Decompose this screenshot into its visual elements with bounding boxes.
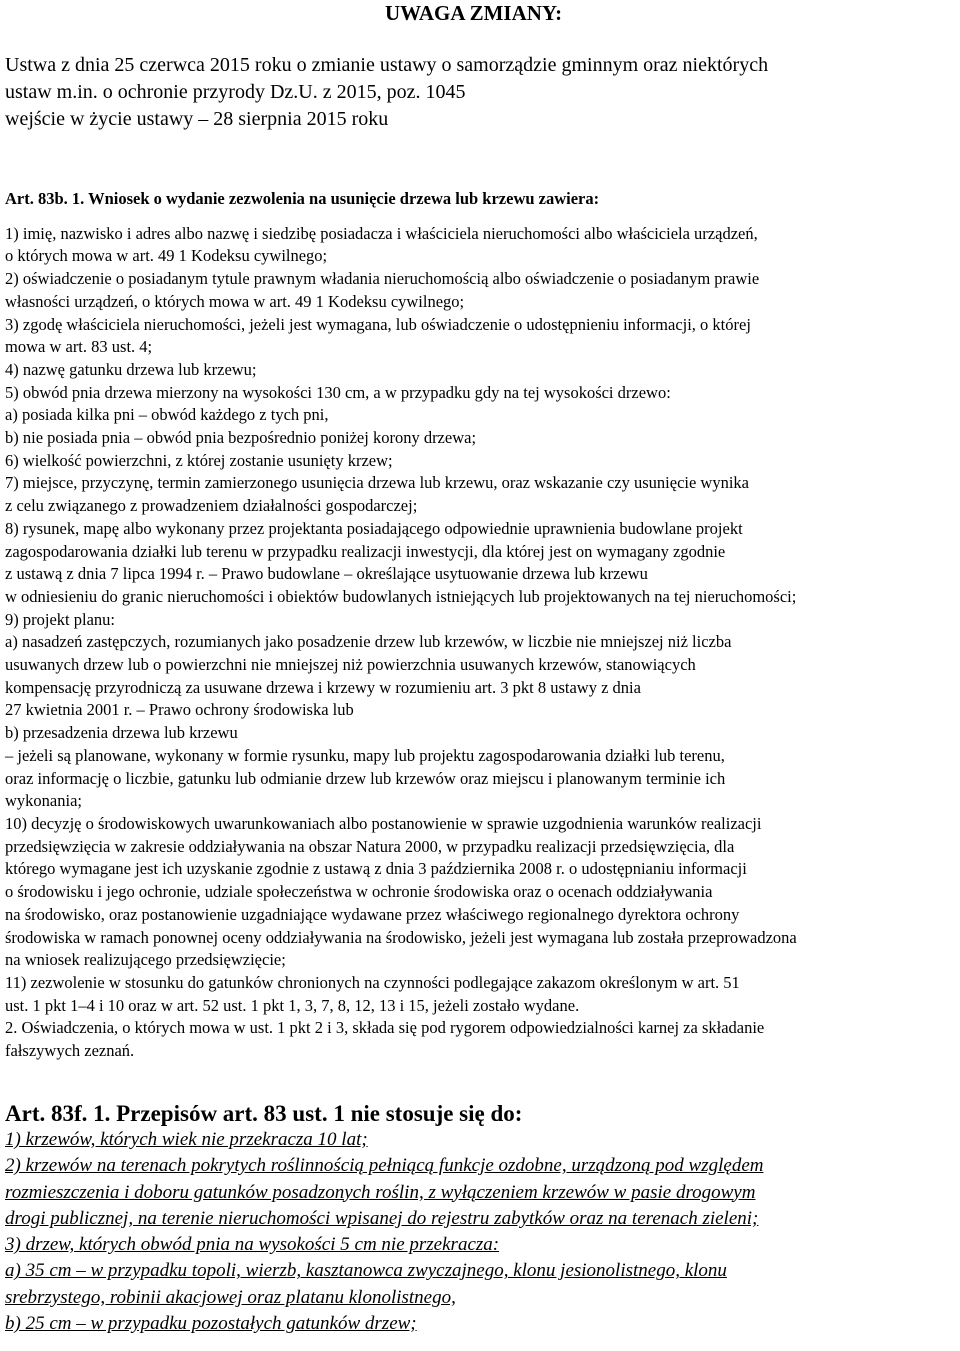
text-line: 9) projekt planu: bbox=[5, 609, 115, 629]
text-line: w odniesieniu do granic nieruchomości i obiektów budowlanych istniejących lub projektowanych na tej nieruchomości; bbox=[5, 586, 797, 606]
article-83b-heading: Art. 83b. 1. Wniosek o wydanie zezwolenia na usunięcie drzewa lub krzewu zawiera: bbox=[5, 189, 600, 208]
text-line: na środowisko, oraz postanowienie uzgadniające wydawane przez właściwego regionalnego dyrektora ochrony bbox=[5, 904, 740, 924]
text-line: przedsięwzięcia w zakresie oddziaływania na obszar Natura 2000, w przypadku realizacji przedsięwzięcia, dla bbox=[5, 836, 735, 856]
text-line: 7) miejsce, przyczynę, termin zamierzonego usunięcia drzewa lub krzewu, oraz wskazanie czy usunięcie wynika bbox=[5, 473, 749, 493]
text-line: własności urządzeń, o których mowa w art. 49 1 Kodeksu cywilnego; bbox=[5, 291, 465, 311]
text-line: 1) imię, nazwisko i adres albo nazwę i siedzibę posiadacza i właściciela nieruchomości albo właściciela urządzeń, bbox=[5, 223, 758, 243]
text-line: 4) nazwę gatunku drzewa lub krzewu; bbox=[5, 359, 257, 379]
intro-line: wejście w życie ustawy – 28 sierpnia 2015 roku bbox=[5, 108, 389, 130]
intro-line: Ustwa z dnia 25 czerwca 2015 roku o zmianie ustawy o samorządzie gminnym oraz niektórych bbox=[5, 54, 769, 76]
text-line: 8) rysunek, mapę albo wykonany przez projektanta posiadającego odpowiednie uprawnienia budowlane projekt bbox=[5, 518, 743, 538]
text-line: usuwanych drzew lub o powierzchni nie mniejszej niż powierzchnia usuwanych krzewów, stanowiących bbox=[5, 655, 696, 675]
text-line: 11) zezwolenie w stosunku do gatunków chronionych na czynności podlegające zakazom określonym w art. 51 bbox=[5, 972, 740, 992]
amendment-intro bbox=[5, 52, 768, 133]
text-line: oraz informację o liczbie, gatunku lub odmianie drzew lub krzewów oraz miejscu i planowanym terminie ich bbox=[5, 768, 726, 788]
text-line: srebrzystego, robinii akacjowej oraz platanu klonolistnego, bbox=[5, 1286, 456, 1308]
article-83b-body bbox=[5, 223, 957, 1063]
text-line: fałszywych zeznań. bbox=[5, 1041, 135, 1061]
text-line: z ustawą z dnia 7 lipca 1994 r. – Prawo budowlane – określające usytuowanie drzewa lub krzewu bbox=[5, 564, 648, 584]
text-line: a) 35 cm – w przypadku topoli, wierzb, kasztanowca zwyczajnego, klonu jesionolistnego, klonu bbox=[5, 1260, 727, 1282]
article-83b bbox=[5, 188, 957, 1063]
text-line: – jeżeli są planowane, wykonany w formie rysunku, mapy lub projektu zagospodarowania działki lub terenu, bbox=[5, 745, 725, 765]
text-line: b) przesadzenia drzewa lub krzewu bbox=[5, 723, 238, 743]
text-line: 3) drzew, których obwód pnia na wysokości 5 cm nie przekracza: bbox=[5, 1234, 500, 1256]
text-line: 1) krzewów, których wiek nie przekracza 10 lat; bbox=[5, 1129, 368, 1150]
text-line: o których mowa w art. 49 1 Kodeksu cywilnego; bbox=[5, 246, 328, 266]
text-line: 2. Oświadczenia, o których mowa w ust. 1 pkt 2 i 3, składa się pod rygorem odpowiedzialności karnej za składanie bbox=[5, 1018, 765, 1038]
intro-line: ustaw m.in. o ochronie przyrody Dz.U. z 2015, poz. 1045 bbox=[5, 81, 466, 103]
text-line: na wniosek realizującego przedsięwzięcie; bbox=[5, 950, 286, 970]
text-line: 2) krzewów na terenach pokrytych roślinnością pełniącą funkcje ozdobne, urządzoną pod względem bbox=[5, 1155, 764, 1177]
text-line: 2) oświadczenie o posiadanym tytule prawnym władania nieruchomością albo oświadczenie o posiadanym prawie bbox=[5, 269, 760, 289]
text-line: a) posiada kilka pni – obwód każdego z tych pni, bbox=[5, 405, 329, 425]
text-line: 10) decyzję o środowiskowych uwarunkowaniach albo postanowienie w sprawie uzgodnienia warunków realizacji bbox=[5, 813, 762, 833]
text-line: kompensację przyrodniczą za usuwane drzewa i krzewy w rozumieniu art. 3 pkt 8 ustawy z dnia bbox=[5, 677, 641, 697]
text-line: którego wymagane jest ich uzyskanie zgodnie z ustawą z dnia 3 października 2008 r. o udostępnianiu informacji bbox=[5, 859, 747, 879]
text-line: 6) wielkość powierzchni, z której zostanie usunięty krzew; bbox=[5, 450, 393, 470]
text-line: środowiska w ramach ponownej oceny oddziaływania na środowisko, jeżeli jest wymagana lub została przeprowadzona bbox=[5, 927, 797, 947]
text-line: o środowisku i jego ochronie, udziale społeczeństwa w ochronie środowiska oraz o ocenach oddziaływania bbox=[5, 882, 713, 902]
text-line: 5) obwód pnia drzewa mierzony na wysokości 130 cm, a w przypadku gdy na tej wysokości drzewo: bbox=[5, 382, 671, 402]
text-line: z celu związanego z prowadzeniem działalności gospodarczej; bbox=[5, 496, 418, 516]
text-line: zagospodarowania działki lub terenu w przypadku realizacji inwestycji, dla której jest on wymagany zgodnie bbox=[5, 541, 726, 561]
text-line: ust. 1 pkt 1–4 i 10 oraz w art. 52 ust. 1 pkt 1, 3, 7, 8, 12, 13 i 15, jeżeli zostało wydane. bbox=[5, 995, 580, 1015]
text-line: b) 25 cm – w przypadku pozostałych gatunków drzew; bbox=[5, 1313, 417, 1335]
text-line: mowa w art. 83 ust. 4; bbox=[5, 337, 153, 357]
notice-title: UWAGA ZMIANY: bbox=[385, 1, 563, 25]
text-line: rozmieszczenia i doboru gatunków posadzonych roślin, z wyłączeniem krzewów w pasie drogowym bbox=[5, 1181, 756, 1203]
text-line: b) nie posiada pnia – obwód pnia bezpośrednio poniżej korony drzewa; bbox=[5, 428, 477, 448]
text-line: wykonania; bbox=[5, 791, 82, 811]
text-line: a) nasadzeń zastępczych, rozumianych jako posadzenie drzew lub krzewów, w liczbie nie mniejszej niż liczba bbox=[5, 632, 732, 652]
article-83f-heading: Art. 83f. 1. Przepisów art. 83 ust. 1 nie stosuje się do: bbox=[5, 1101, 523, 1126]
article-83f bbox=[5, 1101, 957, 1337]
text-line: 27 kwietnia 2001 r. – Prawo ochrony środowiska lub bbox=[5, 700, 354, 720]
text-line: drogi publicznej, na terenie nieruchomości wpisanej do rejestru zabytków oraz na terenach zieleni; bbox=[5, 1207, 759, 1229]
text-line: 3) zgodę właściciela nieruchomości, jeżeli jest wymagana, lub oświadczenie o udostępnieniu informacji, o której bbox=[5, 314, 751, 334]
article-83f-body bbox=[5, 1127, 957, 1337]
